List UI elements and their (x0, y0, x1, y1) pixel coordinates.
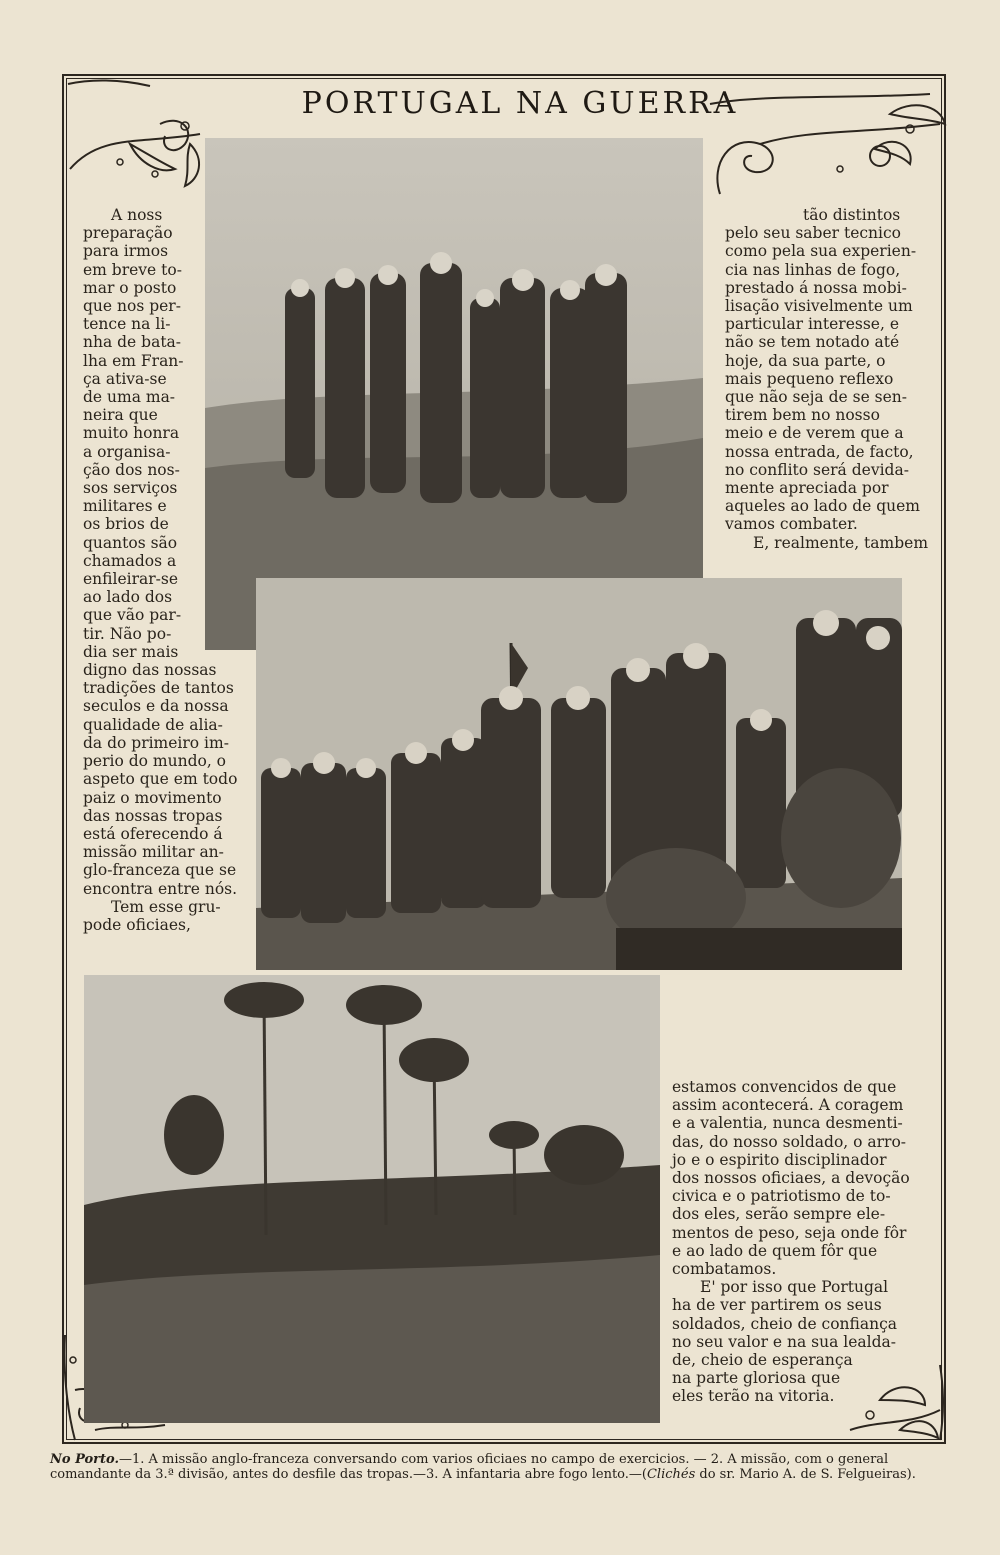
text-line: sos serviços (83, 479, 178, 498)
text-line: lha em Fran- (83, 351, 184, 370)
text-line: para irmos (83, 242, 169, 261)
text-line: seculos e da nossa (83, 697, 229, 716)
text-line: militares e (83, 497, 167, 516)
text-line: chamados a (83, 551, 177, 570)
text-line: nha de bata- (83, 333, 182, 352)
text-line: mar o posto (83, 278, 177, 297)
text-line: soldados, cheio de confiança (672, 1314, 898, 1333)
text-line: no conflito será devida- (725, 460, 909, 479)
text-line: mentos de peso, seja onde fôr (672, 1223, 907, 1242)
text-line: aspeto que em todo (83, 770, 238, 789)
text-line: civica e o patriotismo de to- (672, 1187, 891, 1206)
caption-credit: do sr. Mario A. de S. Felgueiras). (695, 1467, 916, 1482)
text-line: tir. Não po- (83, 624, 172, 643)
text-line: no seu valor e na sua lealda- (672, 1332, 896, 1351)
text-line: mente apreciada por (725, 479, 889, 498)
text-line: lisação visivelmente um (725, 297, 913, 316)
text-line: tence na li- (83, 315, 171, 334)
text-line: ha de ver partirem os seus (672, 1296, 882, 1315)
text-line: assim acontecerá. A coragem (672, 1096, 904, 1115)
text-line: cia nas linhas de fogo, (725, 260, 901, 279)
text-line: em breve to- (83, 260, 182, 279)
text-line: de uma ma- (83, 388, 176, 407)
text-line: pelo seu saber tecnico (725, 224, 902, 243)
text-line: das nossas tropas (83, 806, 223, 825)
text-line: mais pequeno reflexo (725, 369, 894, 388)
text-line: e a valentia, nunca desmenti- (672, 1114, 903, 1133)
text-line: prestado á nossa mobi- (725, 278, 907, 297)
text-line: que não seja de se sen- (725, 388, 908, 407)
text-line: digno das nossas (83, 661, 217, 680)
text-line: de, cheio de esperança (672, 1351, 853, 1370)
text-line: A noss (111, 206, 163, 224)
text-line: a organisa- (83, 442, 171, 461)
text-line: ça ativa-se (83, 369, 167, 388)
text-line: ao lado dos (83, 588, 173, 607)
text-line: na parte gloriosa que (672, 1369, 841, 1388)
text-line: dos eles, serão sempre ele- (672, 1205, 886, 1224)
caption-text: —1. A missão anglo-franceza conversando com varios oficiaes no campo de exercicios. — 2. A missão, com o general (119, 1452, 889, 1467)
text-line: preparação (83, 224, 173, 243)
caption-cliches: Clichés (646, 1467, 696, 1482)
text-line: missão militar an- (83, 843, 224, 862)
text-line: tradições de tantos (83, 679, 234, 698)
page-title: PORTUGAL NA GUERRA (301, 86, 739, 121)
text-line: os brios de (83, 515, 169, 534)
photo-infantry-firing (84, 975, 660, 1423)
text-line: dia ser mais (83, 642, 179, 661)
text-line: jo e o espirito disciplinador (672, 1150, 887, 1169)
text-line: combatamos. (672, 1260, 777, 1279)
text-line: paiz o movimento (83, 788, 222, 807)
text-line: tirem bem no nosso (725, 406, 880, 425)
caption-line (50, 1467, 932, 1482)
text-line: que vão par- (83, 606, 182, 625)
text-line: ção dos nos- (83, 460, 180, 479)
text-line: enfileirar-se (83, 570, 179, 589)
text-line: não se tem notado até (725, 333, 900, 352)
text-line: dos nossos oficiaes, a devoção (672, 1169, 910, 1188)
text-line: E, realmente, tambem (753, 533, 929, 552)
text-line: neira que (83, 406, 158, 425)
text-line: está oferecendo á (83, 824, 223, 843)
text-line: E' por isso que Portugal (700, 1278, 889, 1297)
text-line: que nos per- (83, 297, 181, 316)
caption-place: No Porto. (50, 1452, 119, 1467)
text-line: da do primeiro im- (83, 733, 229, 752)
photo-officers-group (205, 138, 703, 650)
text-line: das, do nosso soldado, o arro- (672, 1132, 907, 1151)
text-line: nossa entrada, de facto, (725, 442, 914, 461)
article-column-right-top (725, 206, 929, 552)
floral-corner-icon (60, 74, 210, 194)
photo-caption (50, 1452, 932, 1482)
text-line: estamos convencidos de que (672, 1078, 897, 1096)
article-column-left (83, 206, 238, 934)
text-line: meio e de verem que a (725, 424, 904, 443)
floral-corner-icon (700, 74, 950, 204)
text-line: vamos combater. (725, 515, 858, 534)
text-line: tão distintos (803, 206, 901, 224)
caption-line (50, 1452, 932, 1467)
text-line: aqueles ao lado de quem (725, 497, 921, 516)
text-line: perio do mundo, o (83, 752, 227, 771)
text-line: qualidade de alia- (83, 715, 223, 734)
text-line: como pela sua experien- (725, 242, 917, 261)
text-line: quantos são (83, 533, 178, 552)
text-line: hoje, da sua parte, o (725, 351, 886, 370)
text-line: particular interesse, e (725, 315, 899, 334)
caption-text: comandante da 3.ª divisão, antes do desfile das tropas.—3. A infantaria abre fogo lento.—( (50, 1467, 647, 1482)
text-line: muito honra (83, 424, 180, 443)
text-line: Tem esse gru- (111, 897, 221, 916)
photo-mission-with-general (256, 578, 902, 970)
text-line: eles terão na vitoria. (672, 1387, 835, 1406)
text-line: pode oficiaes, (83, 915, 191, 934)
text-line: encontra entre nós. (83, 879, 238, 898)
text-line: glo-franceza que se (83, 861, 237, 880)
article-column-right-bottom (672, 1078, 910, 1406)
text-line: e ao lado de quem fôr que (672, 1241, 878, 1260)
